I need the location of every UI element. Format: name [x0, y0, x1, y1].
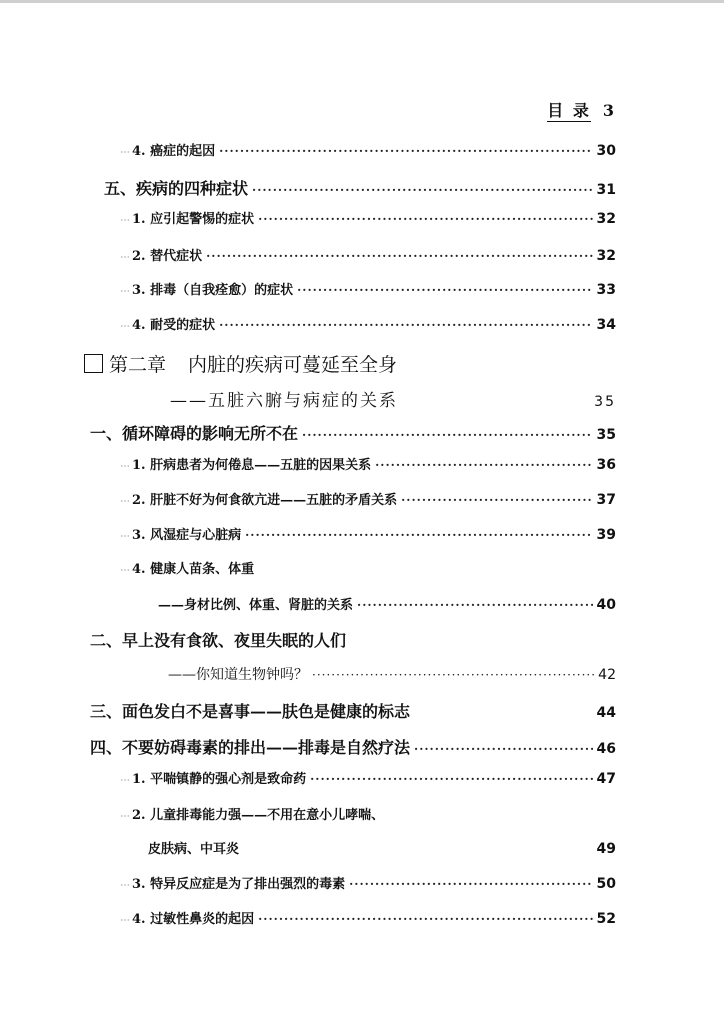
toc-entry[interactable]: [120, 454, 616, 473]
scan-mark: ⋯: [120, 915, 130, 926]
toc-entry-text: 三、面色发白不是喜事——肤色是健康的标志: [90, 702, 411, 721]
scan-mark: ⋯: [120, 775, 130, 786]
toc-entry-text: ⋯ 3. 排毒（自我痊愈）的症状: [120, 283, 294, 298]
scan-mark: ⋯: [120, 252, 130, 263]
toc-entry-text: ⋯ 3. 风湿症与心脏病: [120, 528, 242, 543]
toc-entry-text: ⋯ 4. 健康人苗条、体重: [120, 562, 255, 577]
toc-page-number: 34: [596, 317, 616, 333]
toc-entry-text: ⋯ 2. 肝脏不好为何食欲亢进——五脏的矛盾关系: [120, 493, 398, 508]
toc-entry[interactable]: [120, 908, 616, 927]
dot-leader: [357, 598, 593, 612]
toc-section-entry[interactable]: [90, 628, 346, 651]
dot-leader: [219, 144, 592, 158]
toc-page-number: 39: [596, 527, 616, 543]
toc-entry-text: ⋯ 3. 特异反应症是为了排出强烈的毒素: [120, 877, 346, 892]
scan-top-edge: [0, 0, 724, 3]
toc-page-number: 52: [596, 911, 616, 927]
toc-page-number: 44: [596, 705, 616, 721]
header-label: 目 录: [547, 101, 591, 120]
scan-mark: ⋯: [120, 147, 130, 158]
dot-leader: [258, 912, 592, 926]
scan-mark: ⋯: [120, 811, 130, 822]
scan-mark: ⋯: [120, 880, 130, 891]
toc-entry-text: 皮肤病、中耳炎: [148, 842, 240, 857]
toc-entry-text: ⋯ 1. 应引起警惕的症状: [120, 212, 255, 227]
dot-leader: [206, 249, 592, 263]
toc-section-entry[interactable]: [90, 421, 616, 444]
chapter-heading[interactable]: [84, 350, 397, 377]
toc-page-number: 35: [596, 427, 616, 443]
toc-entry[interactable]: [120, 140, 616, 159]
dot-leader: [297, 283, 592, 297]
toc-page-number: 37: [596, 492, 616, 508]
dot-leader: [310, 772, 592, 786]
toc-page-number: 32: [596, 211, 616, 227]
dot-leader: [401, 493, 592, 507]
dot-leader: [219, 318, 592, 332]
chapter-box-icon: [84, 354, 103, 373]
toc-page-number: 40: [596, 597, 616, 613]
toc-entry-text: ——你知道生物钟吗？: [168, 667, 308, 683]
toc-page-number: 31: [596, 182, 616, 198]
toc-entry[interactable]: [120, 768, 616, 787]
toc-entry[interactable]: [120, 245, 616, 264]
dot-leader: [258, 212, 592, 226]
toc-page-number: 35: [594, 394, 616, 410]
scan-mark: ⋯: [120, 531, 130, 542]
dot-leader: [302, 428, 593, 442]
toc-page-number: 32: [596, 248, 616, 264]
toc-page-number: 33: [596, 282, 616, 298]
dot-leader: [375, 458, 592, 472]
toc-entry-text: ⋯ 1. 肝病患者为何倦息——五脏的因果关系: [120, 458, 372, 473]
page-header: [547, 98, 616, 121]
toc-section-entry[interactable]: [90, 699, 616, 722]
toc-section-entry[interactable]: [90, 735, 616, 758]
chapter-subtitle: ——五脏六腑与病症的关系: [170, 391, 398, 411]
toc-entry-text: ⋯ 2. 儿童排毒能力强——不用在意小儿哮喘、: [120, 808, 385, 823]
toc-entry[interactable]: [120, 279, 616, 298]
scan-mark: ⋯: [120, 286, 130, 297]
toc-entry-text: ——身材比例、体重、肾脏的关系: [158, 598, 354, 613]
header-page-number: 3: [602, 101, 616, 120]
toc-entry-text: 五、疾病的四种症状: [104, 179, 249, 198]
toc-page-number: 36: [596, 457, 616, 473]
toc-section-continuation[interactable]: [168, 664, 616, 684]
toc-entry[interactable]: [120, 489, 616, 508]
toc-entry[interactable]: [120, 558, 254, 577]
scan-mark: ⋯: [120, 496, 130, 507]
toc-entry-text: 一、循环障碍的影响无所不在: [90, 424, 299, 443]
toc-entry-text: ⋯ 4. 过敏性鼻炎的起因: [120, 912, 255, 927]
toc-entry[interactable]: [120, 524, 616, 543]
toc-page-number: 47: [596, 771, 616, 787]
dot-leader: [312, 668, 594, 682]
chapter-subtitle-row[interactable]: [170, 386, 616, 411]
toc-entry-text: ⋯ 2. 替代症状: [120, 249, 203, 264]
toc-page-number: 46: [596, 741, 616, 757]
toc-entry-text: ⋯ 4. 耐受的症状: [120, 318, 216, 333]
scan-mark: ⋯: [120, 461, 130, 472]
toc-entry-continuation[interactable]: [148, 838, 616, 857]
toc-entry-continuation[interactable]: [158, 594, 616, 613]
chapter-title: 内脏的疾病可蔓延至全身: [188, 354, 398, 376]
toc-entry[interactable]: [120, 804, 384, 823]
toc-section-entry[interactable]: [104, 176, 616, 199]
toc-page-number: 42: [598, 667, 616, 683]
dot-leader: [245, 528, 592, 542]
toc-entry-text: ⋯ 4. 癌症的起因: [120, 144, 216, 159]
toc-entry[interactable]: [120, 873, 616, 892]
scan-mark: ⋯: [120, 215, 130, 226]
chapter-number: 第二章: [109, 354, 167, 376]
toc-entry-text: ⋯ 1. 平喘镇静的强心剂是致命药: [120, 772, 307, 787]
dot-leader: [252, 183, 593, 197]
scan-mark: ⋯: [120, 321, 130, 332]
toc-entry-text: 四、不要妨碍毒素的排出——排毒是自然疗法: [90, 738, 411, 757]
toc-page-number: 50: [596, 876, 616, 892]
dot-leader: [349, 877, 592, 891]
toc-entry[interactable]: [120, 208, 616, 227]
toc-entry[interactable]: [120, 314, 616, 333]
scan-mark: ⋯: [120, 565, 130, 576]
toc-page-number: 49: [596, 841, 616, 857]
toc-page-number: 30: [596, 143, 616, 159]
toc-entry-text: 二、早上没有食欲、夜里失眠的人们: [90, 631, 347, 650]
dot-leader: [414, 742, 593, 756]
